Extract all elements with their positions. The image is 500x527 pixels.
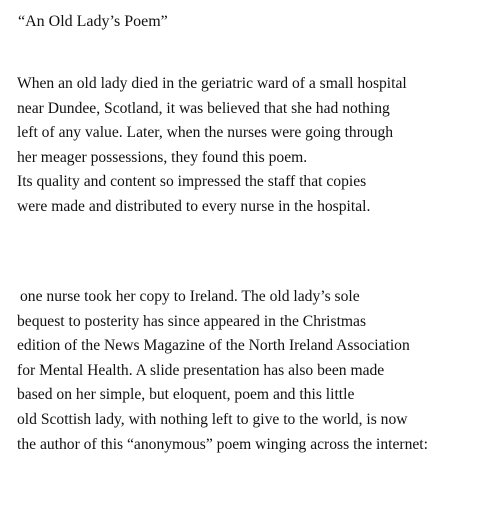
paragraph-2 xyxy=(17,285,428,457)
paragraph-line: the author of this “anonymous” poem winging across the internet: xyxy=(17,435,428,453)
paragraph-1 xyxy=(17,72,407,220)
paragraph-line: based on her simple, but eloquent, poem and this little xyxy=(17,386,355,404)
paragraph-line: were made and distributed to every nurse in the hospital. xyxy=(17,197,371,215)
paragraph-line: her meager possessions, they found this poem. xyxy=(17,148,308,166)
paragraph-line: When an old lady died in the geriatric ward of a small hospital xyxy=(17,75,407,92)
document-title: “An Old Lady’s Poem” xyxy=(18,13,168,30)
paragraph-line: bequest to posterity has since appeared in the Christmas xyxy=(17,312,367,330)
paragraph-line: one nurse took her copy to Ireland. The old lady’s sole xyxy=(20,288,360,305)
paragraph-line: for Mental Health. A slide presentation has also been made xyxy=(17,361,385,379)
paragraph-line: edition of the News Magazine of the North Ireland Association xyxy=(17,337,410,355)
paragraph-line: Its quality and content so impressed the staff that copies xyxy=(17,173,367,191)
paragraph-line: near Dundee, Scotland, it was believed that she had nothing xyxy=(17,99,390,117)
paragraph-line: old Scottish lady, with nothing left to give to the world, is now xyxy=(17,410,408,428)
paragraph-line: left of any value. Later, when the nurses were going through xyxy=(17,124,394,142)
